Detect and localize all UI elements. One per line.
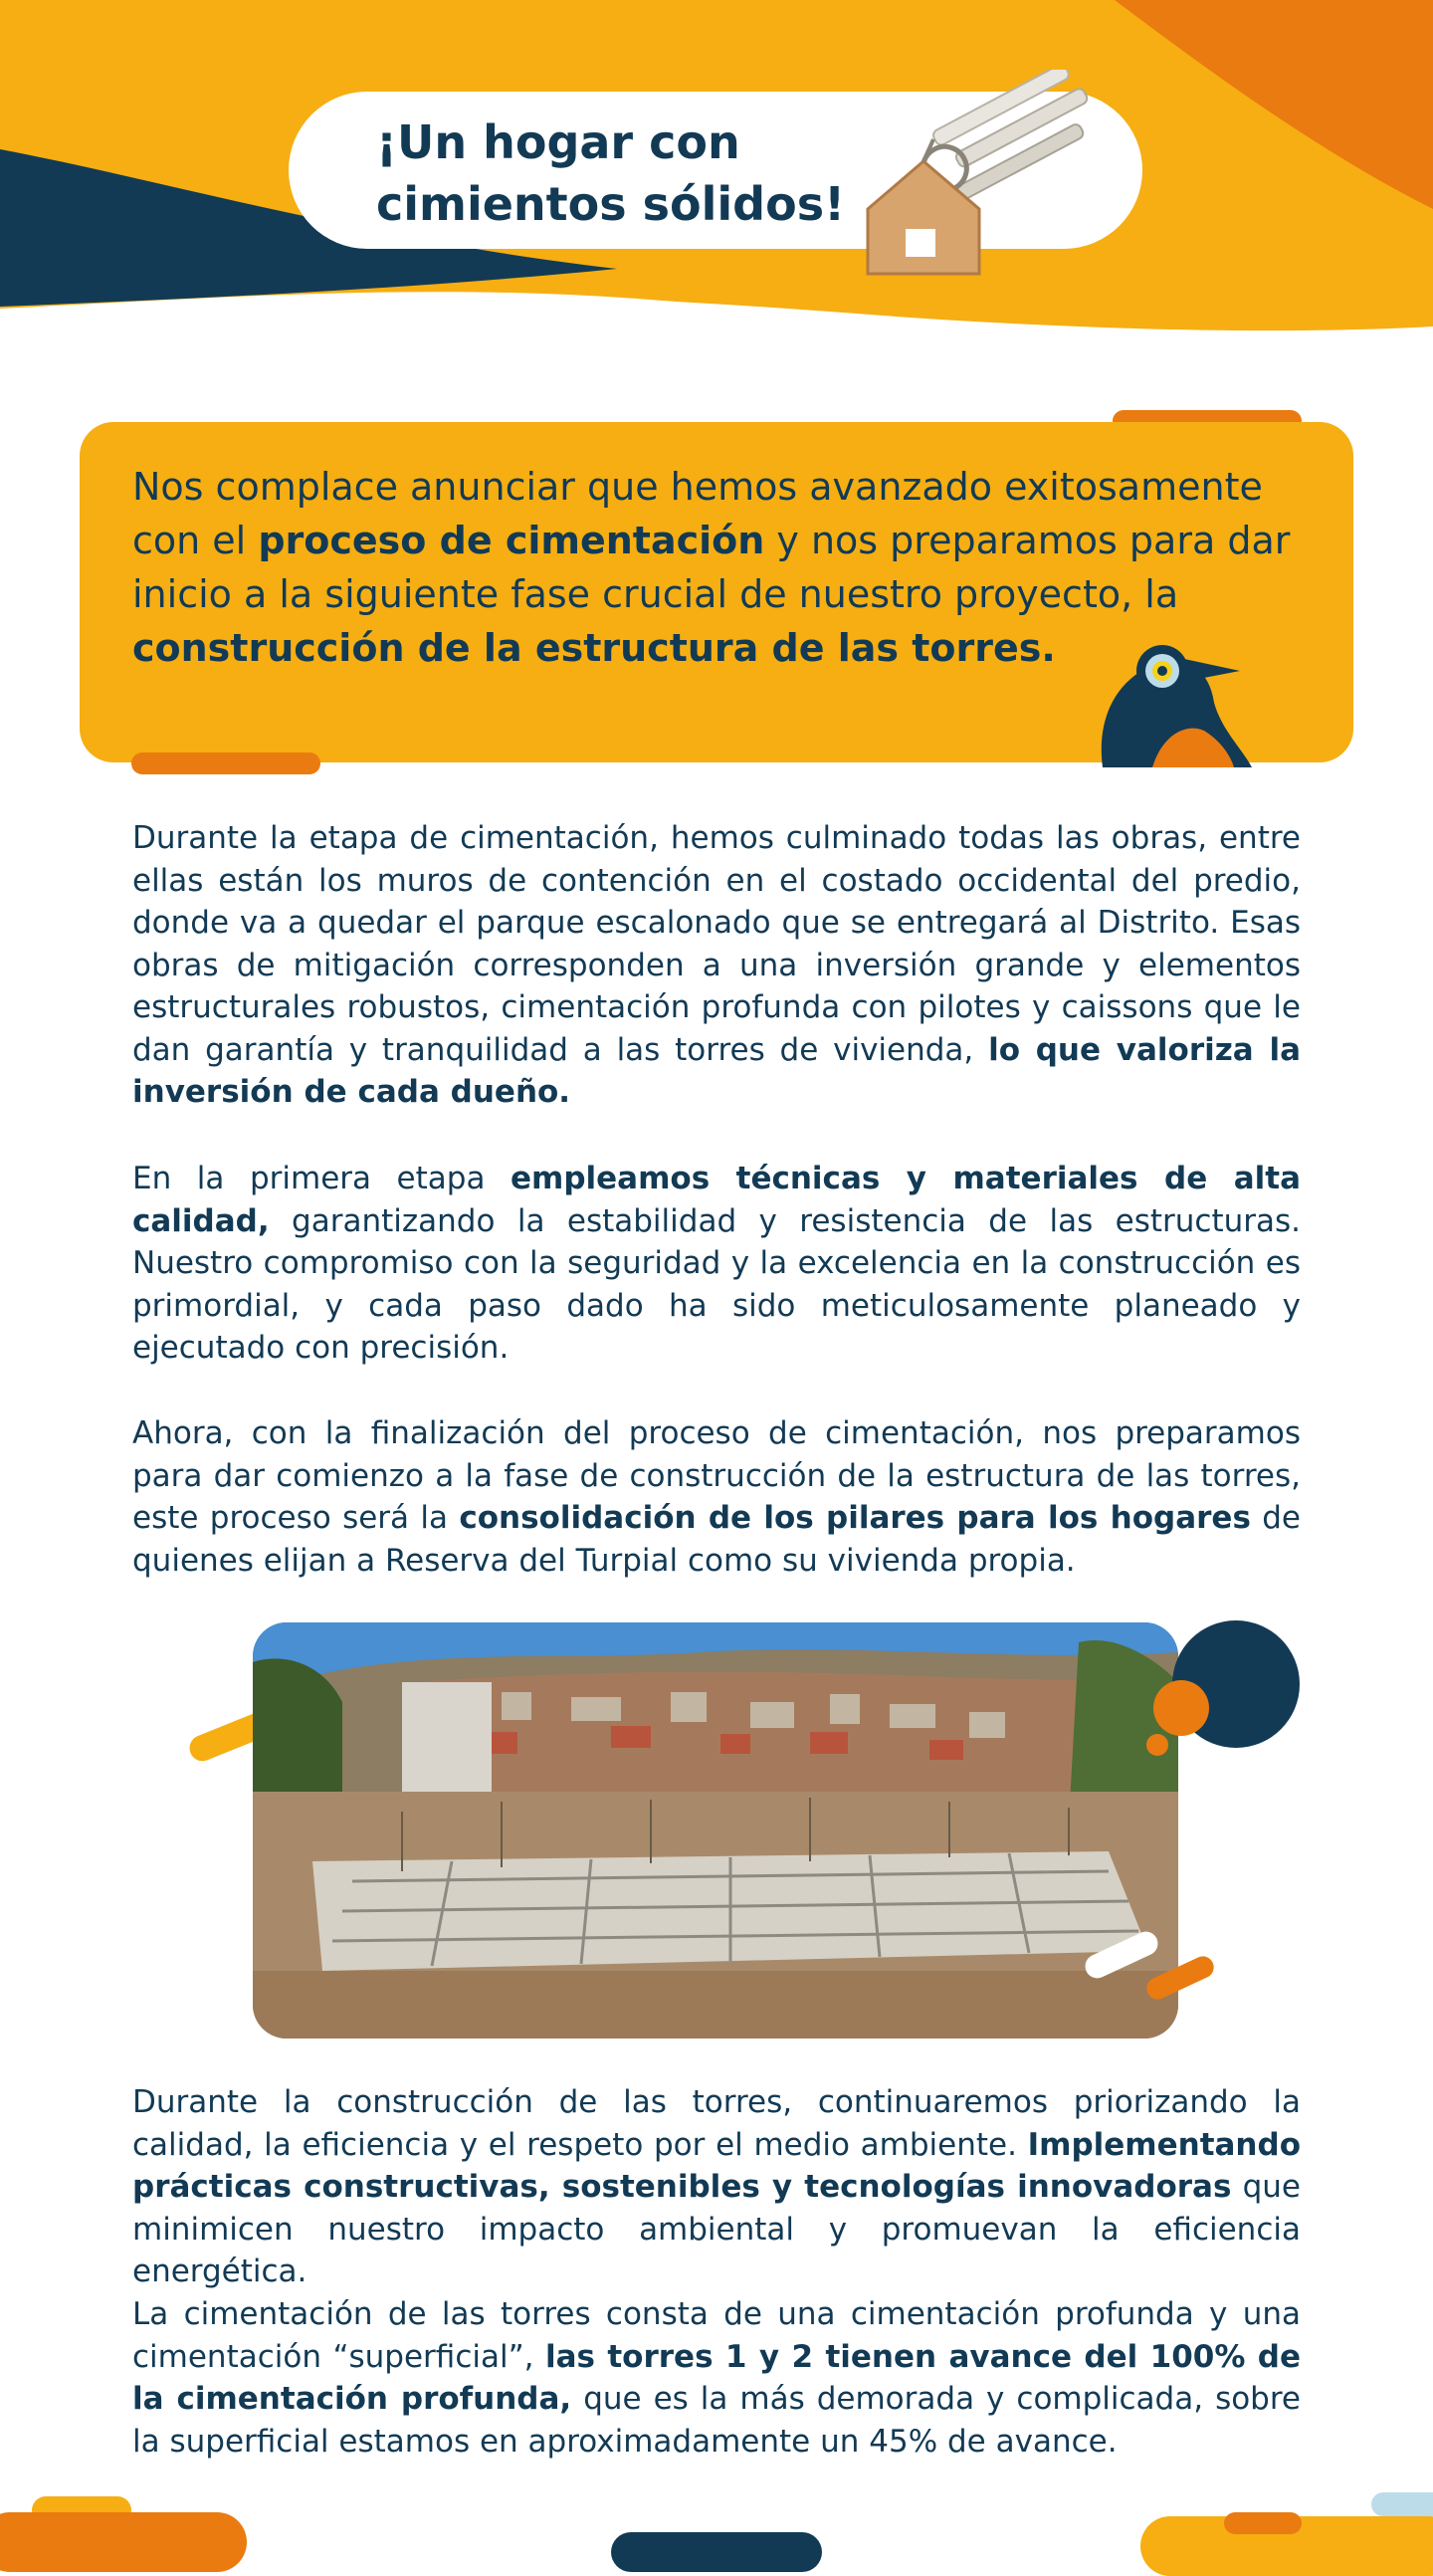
paragraph-bold: empleamos técnicas y materiales de alta calidad,: [132, 1161, 1301, 1239]
title-line-1: ¡Un hogar con: [376, 115, 740, 169]
decor-orange-dot: [1146, 1734, 1168, 1756]
paragraph-3: [132, 1412, 1301, 1582]
paragraph-bold: las torres 1 y 2 tienen avance del 100% de la cimentación profunda,: [132, 2338, 1301, 2417]
paragraph-text: La cimentación de las torres consta de una cimentación profunda y una cimentación “superficial”,: [132, 2296, 1301, 2375]
paragraph-text: Durante la construcción de las torres, continuaremos priorizando la calidad, la eficiencia y el respeto por el medio ambiente.: [132, 2084, 1301, 2163]
bird-mascot-icon: [1093, 623, 1272, 767]
paragraph-bold: lo que valoriza la inversión de cada dueño.: [132, 1031, 1301, 1110]
highlight-bold-part: construcción de la estructura de las torres.: [132, 626, 1056, 670]
paragraph-4: [132, 2081, 1301, 2293]
highlight-text-part: Nos complace anunciar que hemos avanzado exitosamente con el: [132, 465, 1263, 562]
highlight-bold-part: proceso de cimentación: [258, 519, 765, 562]
paragraph-text: de quienes elijan a Reserva del Turpial como su vivienda propia.: [132, 1500, 1301, 1579]
paragraph-2: [132, 1158, 1301, 1370]
paragraph-bold: Implementando prácticas constructivas, sostenibles y tecnologías innovadoras: [132, 2126, 1301, 2205]
paragraph-1: [132, 817, 1301, 1114]
page-title: [376, 111, 894, 235]
footer-decor-center: [611, 2532, 822, 2572]
construction-site-image: [253, 1622, 1178, 2039]
highlight-tab-bottom: [131, 752, 320, 774]
paragraph-text: Ahora, con la finalización del proceso de cimentación, nos preparamos para dar comienzo a la fase de construcción de la estructura de las torres, este proceso será la: [132, 1415, 1301, 1536]
footer-decor-left: [0, 2512, 247, 2572]
paragraph-text: Durante la etapa de cimentación, hemos culminado todas las obras, entre ellas están los muros de contención en el costado occidental del predio, donde va a quedar el parque escalonado que se entregará al Distrito. Esas obras de mitigación corresponden a una inversión grande y elementos estructurales robustos, cimentación profunda con pilotes y caissons que le dan garantía y tranquilidad a las torres de vivienda,: [132, 820, 1301, 1068]
paragraph-text: En la primera etapa: [132, 1161, 512, 1196]
house-keys-icon: [836, 70, 1115, 289]
title-line-2: cimientos sólidos!: [376, 177, 846, 231]
paragraph-text: que minimicen nuestro impacto ambiental y promuevan la eficiencia energética.: [132, 2169, 1301, 2289]
paragraph-bold: consolidación de los pilares para los hogares: [459, 1500, 1251, 1536]
footer-decor-bar: [1224, 2512, 1302, 2534]
paragraph-text: que es la más demorada y complicada, sobre la superficial estamos en aproximadamente un 45% de avance.: [132, 2381, 1301, 2460]
highlight-text-part: y nos preparamos para dar inicio a la siguiente fase crucial de nuestro proyecto, la: [132, 519, 1291, 616]
footer-decor-light: [1371, 2492, 1433, 2516]
paragraph-text: garantizando la estabilidad y resistencia de las estructuras. Nuestro compromiso con la seguridad y la excelencia en la construcción es primordial, y cada paso dado ha sido meticulosamente planeado y ejecutado con precisión.: [132, 1202, 1301, 1366]
decor-orange-circle: [1153, 1680, 1209, 1736]
paragraph-5: [132, 2293, 1301, 2463]
construction-site-photo: [253, 1622, 1178, 2039]
